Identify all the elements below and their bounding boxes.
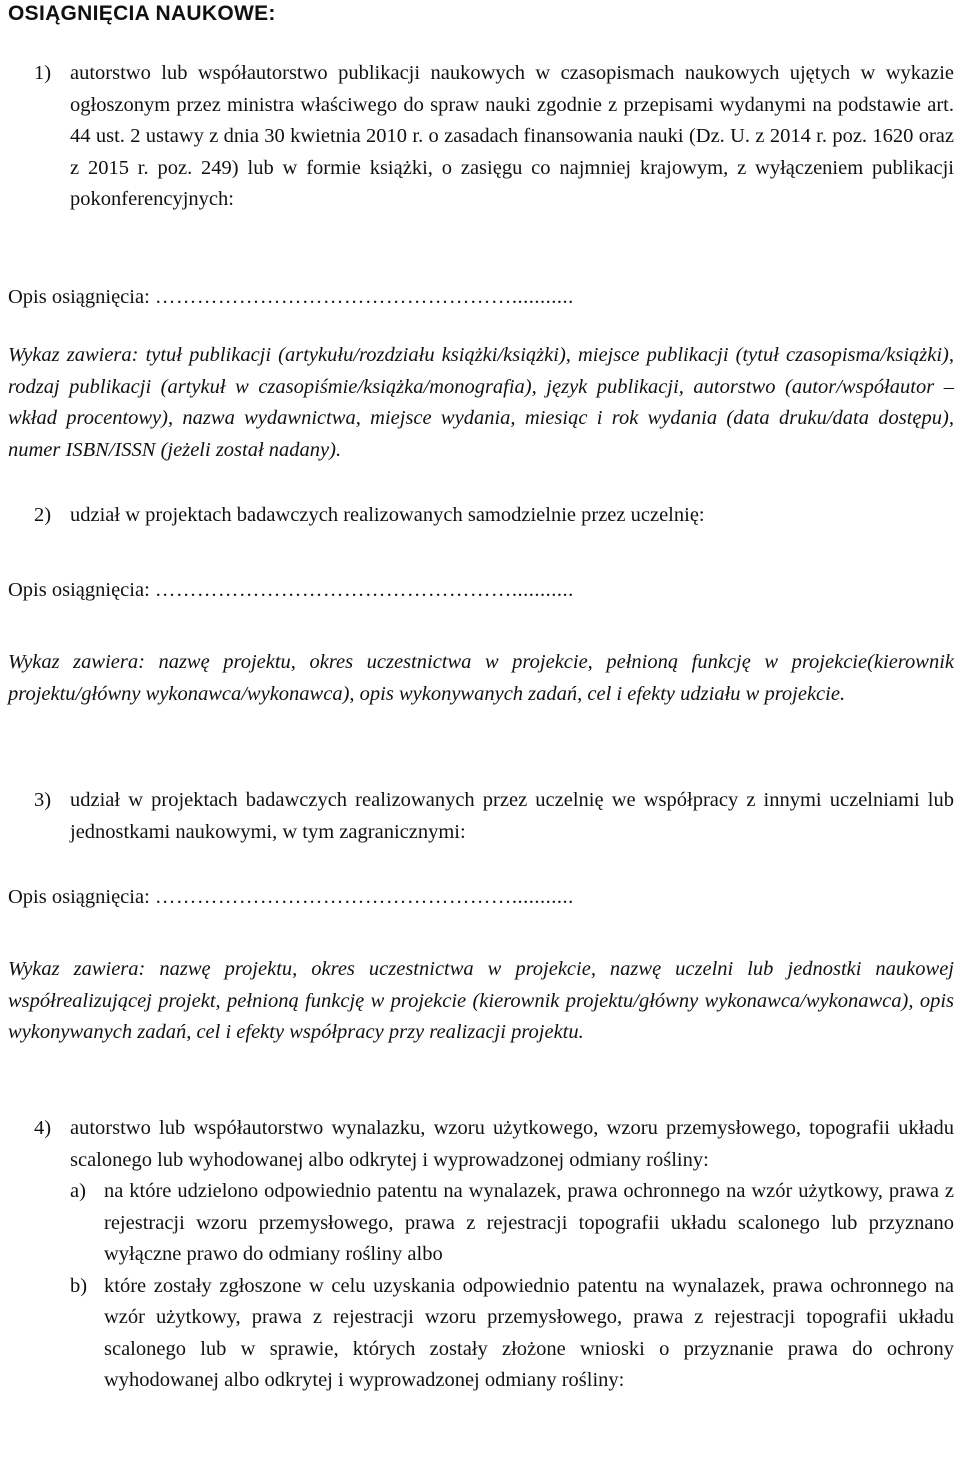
opis-label: Opis osiągnięcia: — [8, 286, 150, 308]
opis-dots: ……………………………………………........... — [154, 886, 574, 908]
item-number: 4) — [34, 1117, 52, 1139]
subitem-text: na które udzielono odpowiednio patentu na wynalazek, prawa ochronnego na wzór użytkowy, prawa z rejestracji wzoru przemysłowego, prawa z rejestracji topografii układu scalonego lub przyznano wyłączne prawo do odmiany rośliny albo — [104, 1180, 954, 1265]
subitem-b — [70, 1271, 954, 1397]
opis-dots: ……………………………………………........... — [154, 286, 574, 308]
item-2-note: Wykaz zawiera: nazwę projektu, okres uczestnictwa w projekcie, pełnioną funkcję w projekcie(kierownik projektu/główny wykonawca/wykonawca), opis wykonywanych zadań, cel i efekty udziału w projekcie. — [8, 651, 954, 705]
item-3 — [8, 785, 954, 848]
item-number: 3) — [34, 789, 52, 811]
item-text: autorstwo lub współautorstwo publikacji naukowych w czasopismach naukowych ujętych w wykazie ogłoszonym przez ministra właściwego do spraw nauki zgodnie z przepisami wydanymi na podstawie art. 44 ust. 2 ustawy z dnia 30 kwietnia 2010 r. o zasadach finansowania nauki (Dz. U. z 2014 r. poz. 1620 oraz z 2015 r. poz. 249) lub w formie książki, o zasięgu co najmniej krajowym, z wyłączeniem publikacji pokonferencyjnych: — [70, 62, 954, 210]
subitem-text: które zostały zgłoszone w celu uzyskania odpowiednio patentu na wynalazek, prawa ochronnego na wzór użytkowy, prawa z rejestracji wzoru przemysłowego, prawa z rejestracji topografii układu scalonego lub w sprawie, których zostały złożone wnioski o przyznanie prawa do ochrony wyhodowanej albo odkrytej i wyprowadzonej odmiany rośliny: — [104, 1274, 954, 1391]
item-2 — [8, 500, 954, 532]
subitem-a — [70, 1176, 954, 1271]
opis-label: Opis osiągnięcia: — [8, 886, 150, 908]
opis-label: Opis osiągnięcia: — [8, 579, 150, 601]
item-1 — [8, 58, 954, 216]
opis-line-2 — [8, 575, 954, 606]
subitem-letter: b) — [70, 1274, 88, 1297]
item-text: autorstwo lub współautorstwo wynalazku, wzoru użytkowego, wzoru przemysłowego, topografii układu scalonego lub wyhodowanej albo odkrytej i wyprowadzonej odmiany rośliny: — [70, 1117, 954, 1171]
item-number: 2) — [34, 504, 52, 526]
item-text: udział w projektach badawczych realizowanych przez uczelnię we współpracy z innymi uczelniami lub jednostkami naukowymi, w tym zagranicznymi: — [70, 789, 954, 843]
item-3-note: Wykaz zawiera: nazwę projektu, okres uczestnictwa w projekcie, nazwę uczelni lub jednostki naukowej współrealizującej projekt, pełnioną funkcję w projekcie (kierownik projektu/główny wykonawca/wykonawca), opis wykonywanych zadań, cel i efekty współpracy przy realizacji projektu. — [8, 958, 954, 1043]
item-4 — [8, 1113, 954, 1397]
page-title: OSIĄGNIĘCIA NAUKOWE: — [8, 2, 276, 25]
opis-line-3 — [8, 882, 954, 913]
item-1-note: Wykaz zawiera: tytuł publikacji (artykułu/rozdziału książki/książki), miejsce publikacji (tytuł czasopisma/książki), rodzaj publikacji (artykuł w czasopiśmie/książka/monografia), język publikacji, autorstwo (autor/współautor – wkład procentowy), nazwa wydawnictwa, miejsce wydania, miesiąc i rok wydania (data druku/data dostępu), numer ISBN/ISSN (jeżeli został nadany). — [8, 344, 954, 461]
item-number: 1) — [34, 62, 52, 84]
item-text: udział w projektach badawczych realizowanych samodzielnie przez uczelnię: — [70, 504, 705, 526]
subitem-letter: a) — [70, 1180, 86, 1202]
opis-dots: ……………………………………………........... — [154, 579, 574, 601]
opis-line-1 — [8, 282, 954, 313]
